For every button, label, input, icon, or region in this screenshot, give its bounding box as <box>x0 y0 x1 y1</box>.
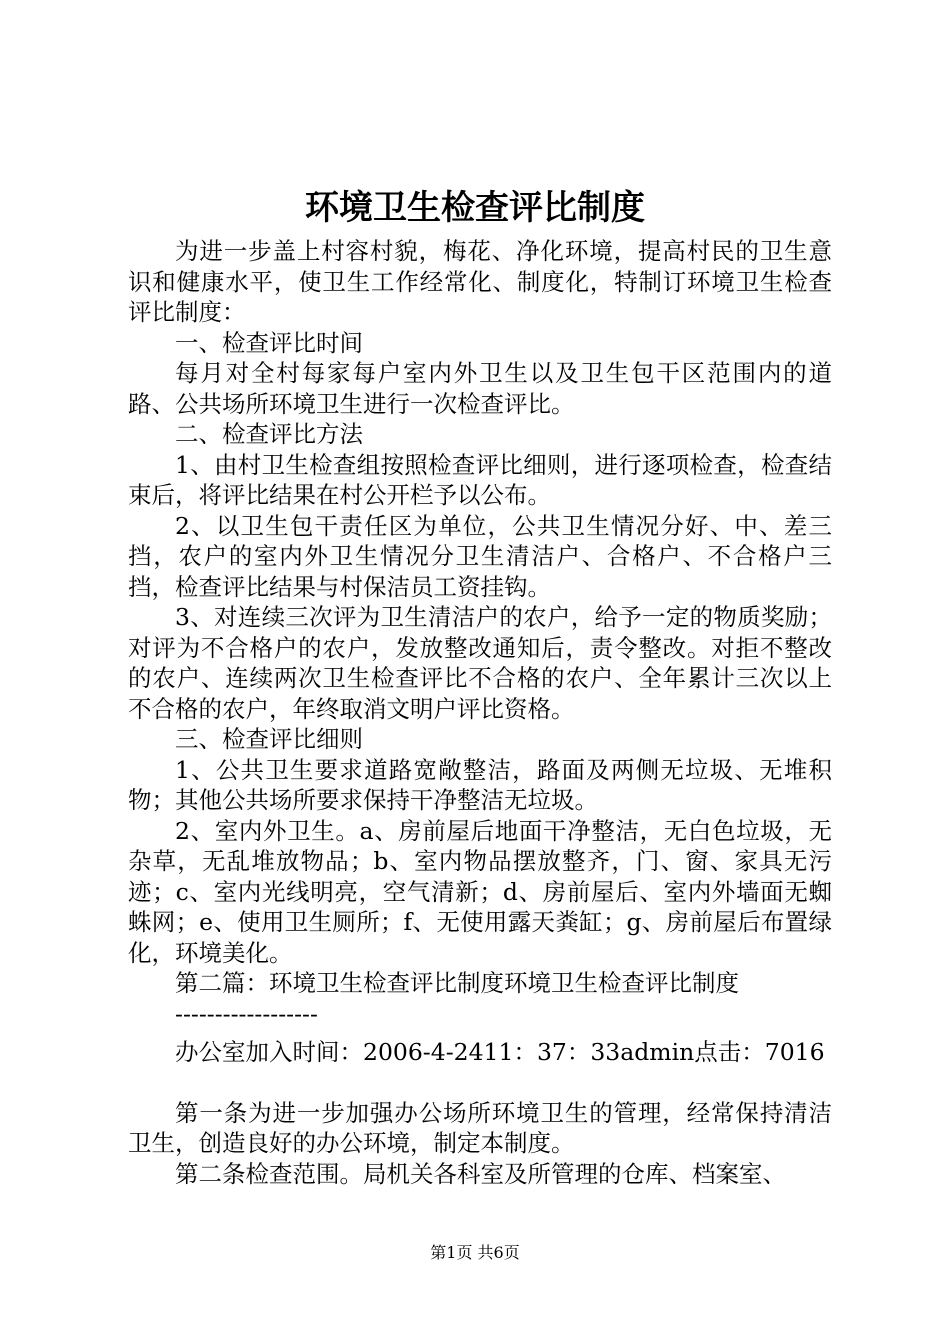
second-article-heading: 第二篇：环境卫生检查评比制度环境卫生检查评比制度 <box>175 969 739 997</box>
paragraph-method-3: 3、对连续三次评为卫生清洁户的农户，给予一定的物质奖励；对评为不合格户的农户，发放整改通知后，责令整改。对拒不整改的农户、连续两次卫生检查评比不合格的农户、全年累计三次以上不合格的农户，年终取消文明户评比资格。 <box>128 603 832 723</box>
paragraph-time: 每月对全村每家每户室内外卫生以及卫生包干区范围内的道路、公共场所环境卫生进行一次检查评比。 <box>128 359 832 418</box>
article-1: 第一条为进一步加强办公场所环境卫生的管理，经常保持清洁卫生，创造良好的办公环境，制定本制度。 <box>128 1098 832 1157</box>
meta-line: 办公室加入时间：2006-4-2411：37：33admin点击：7016 <box>175 1038 825 1066</box>
paragraph-intro: 为进一步盖上村容村貌，梅花、净化环境，提高村民的卫生意识和健康水平，使卫生工作经常化、制度化，特制订环境卫生检查评比制度： <box>128 237 832 326</box>
separator-line: ------------------ <box>175 999 318 1028</box>
paragraph-rules-2: 2、室内外卫生。a、房前屋后地面干净整洁，无白色垃圾，无杂草，无乱堆放物品；b、室内物品摆放整齐，门、窗、家具无污迹；c、室内光线明亮，空气清新；d、房前屋后、室内外墙面无蜘蛛网；e、使用卫生厕所；f、无使用露天粪缸；g、房前屋后布置绿化，环境美化。 <box>128 816 832 967</box>
paragraph-method-1: 1、由村卫生检查组按照检查评比细则，进行逐项检查，检查结束后，将评比结果在村公开栏予以公布。 <box>128 450 832 509</box>
section-heading-method: 二、检查评比方法 <box>175 420 363 448</box>
paragraph-method-2: 2、以卫生包干责任区为单位，公共卫生情况分好、中、差三挡，农户的室内外卫生情况分卫生清洁户、合格户、不合格户三挡，检查评比结果与村保洁员工资挂钩。 <box>128 511 832 601</box>
page-indicator: 第1页 共6页 <box>430 1243 520 1262</box>
article-2: 第二条检查范围。局机关各科室及所管理的仓库、档案室、 <box>175 1159 786 1188</box>
document-body <box>128 236 832 1189</box>
section-heading-rules: 三、检查评比细则 <box>175 725 363 753</box>
section-heading-time: 一、检查评比时间 <box>175 328 363 357</box>
paragraph-rules-1: 1、公共卫生要求道路宽敞整洁，路面及两侧无垃圾、无堆积物；其他公共场所要求保持干净整洁无垃圾。 <box>128 755 832 814</box>
document-title: 环境卫生检查评比制度 <box>305 188 645 228</box>
